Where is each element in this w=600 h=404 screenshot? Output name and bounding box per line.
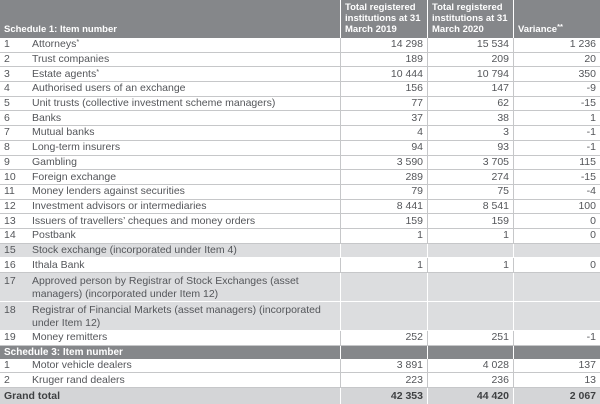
item-cell — [0, 156, 340, 170]
item-label: Motor vehicle dealers — [32, 359, 132, 372]
value-variance: 1 — [513, 111, 600, 125]
table-row — [0, 126, 600, 141]
value-2020: 93 — [427, 141, 513, 155]
footnote-marker: * — [96, 67, 100, 76]
item-label-wrap — [32, 156, 336, 169]
table-row — [0, 244, 600, 259]
item-cell — [0, 373, 340, 387]
value-variance: -15 — [513, 97, 600, 111]
value-2020: 3 705 — [427, 156, 513, 170]
value-variance: 115 — [513, 156, 600, 170]
item-label: Postbank — [32, 229, 76, 242]
empty-cell — [340, 346, 427, 359]
item-label-wrap — [32, 185, 336, 198]
item-label-wrap — [32, 126, 336, 139]
table-row — [0, 67, 600, 82]
grand-total-variance: 2 067 — [513, 388, 600, 404]
value-2019: 94 — [340, 141, 427, 155]
empty-cell — [513, 346, 600, 359]
column-header-2020 — [427, 0, 513, 38]
table-row — [0, 258, 600, 273]
item-number: 14 — [4, 229, 16, 242]
item-label: Banks — [32, 111, 62, 124]
table-row — [0, 53, 600, 68]
item-cell — [0, 38, 340, 52]
value-2019: 1 — [340, 258, 427, 272]
item-label-wrap — [32, 171, 336, 184]
item-number: 10 — [4, 170, 16, 183]
value-2020: 75 — [427, 185, 513, 199]
item-label-wrap — [32, 259, 336, 272]
value-2019: 223 — [340, 373, 427, 387]
item-number: 1 — [4, 38, 10, 51]
item-cell — [0, 53, 340, 67]
value-variance: 20 — [513, 53, 600, 67]
grand-total-2020: 44 420 — [427, 388, 513, 404]
item-number: 7 — [4, 126, 10, 139]
grand-total-label: Grand total — [4, 389, 61, 402]
item-number: 5 — [4, 97, 10, 110]
item-label-wrap — [32, 97, 336, 110]
item-label: Ithala Bank — [32, 258, 85, 271]
item-label-wrap — [32, 200, 336, 213]
item-cell — [0, 331, 340, 345]
grand-total-2019: 42 353 — [340, 388, 427, 404]
table-row — [0, 185, 600, 200]
value-2019: 1 — [340, 229, 427, 243]
value-2020: 10 794 — [427, 67, 513, 81]
column-header-variance — [513, 0, 600, 38]
item-label: Investment advisors or intermediaries — [32, 199, 207, 212]
table-row — [0, 97, 600, 112]
value-variance: 100 — [513, 200, 600, 214]
value-2019: 189 — [340, 53, 427, 67]
table-row — [0, 200, 600, 215]
grand-total-row — [0, 388, 600, 404]
value-2019: 4 — [340, 126, 427, 140]
item-label-wrap — [32, 68, 336, 81]
value-variance: 0 — [513, 214, 600, 228]
item-number: 2 — [4, 53, 10, 66]
item-cell — [0, 97, 340, 111]
value-2020: 1 — [427, 258, 513, 272]
item-number: 13 — [4, 214, 16, 227]
value-2020: 15 534 — [427, 38, 513, 52]
item-label: Money remitters — [32, 331, 108, 344]
item-number: 18 — [4, 303, 16, 316]
item-label: Attorneys — [32, 38, 77, 51]
item-number: 6 — [4, 111, 10, 124]
table-row — [0, 38, 600, 53]
footnote-marker: * — [76, 38, 80, 47]
table-row — [0, 214, 600, 229]
item-label-wrap — [32, 374, 336, 387]
item-label-wrap — [32, 229, 336, 242]
value-variance: -1 — [513, 331, 600, 345]
value-2019: 10 444 — [340, 67, 427, 81]
value-2019: 159 — [340, 214, 427, 228]
table-row — [0, 111, 600, 126]
value-variance: -15 — [513, 170, 600, 184]
item-cell — [0, 82, 340, 96]
table-row — [0, 373, 600, 388]
item-label-wrap — [32, 304, 336, 330]
table-row — [0, 273, 600, 302]
column-header-schedule1 — [0, 0, 340, 38]
item-label: Money lenders against securities — [32, 185, 185, 198]
value-variance: 0 — [513, 229, 600, 243]
value-2020: 147 — [427, 82, 513, 96]
value-2020: 38 — [427, 111, 513, 125]
value-variance — [513, 244, 600, 258]
item-label: Gambling — [32, 155, 77, 168]
item-cell — [0, 111, 340, 125]
item-cell — [0, 126, 340, 140]
item-label: Issuers of travellers’ cheques and money orders — [32, 214, 256, 227]
item-label: Kruger rand dealers — [32, 373, 125, 386]
item-label-wrap — [32, 215, 336, 228]
table-row — [0, 170, 600, 185]
schedule3-title: Schedule 3: Item number — [4, 346, 123, 358]
value-2019: 8 441 — [340, 200, 427, 214]
item-label: Stock exchange (incorporated under Item 4) — [32, 243, 237, 256]
table-row — [0, 359, 600, 374]
item-cell — [0, 214, 340, 228]
variance-label: Variance — [518, 24, 558, 35]
item-cell — [0, 67, 340, 81]
item-number: 12 — [4, 199, 16, 212]
item-number: 17 — [4, 274, 16, 287]
value-2019: 252 — [340, 331, 427, 345]
value-variance: 13 — [513, 373, 600, 387]
column-header-2020-label: Total registered institutions at 31 March 2020 — [432, 2, 508, 35]
column-header-2019 — [340, 0, 427, 38]
column-header-2019-label: Total registered institutions at 31 March 2019 — [345, 2, 421, 35]
item-number: 11 — [4, 185, 15, 198]
value-2019 — [340, 302, 427, 330]
item-label-wrap — [32, 359, 336, 372]
value-variance — [513, 273, 600, 301]
item-number: 3 — [4, 67, 10, 80]
value-2020 — [427, 273, 513, 301]
item-cell — [0, 229, 340, 243]
table-row — [0, 302, 600, 331]
item-label-wrap — [32, 112, 336, 125]
table-row — [0, 229, 600, 244]
value-2020: 62 — [427, 97, 513, 111]
item-cell — [0, 359, 340, 373]
item-label-wrap — [32, 82, 336, 95]
item-label-wrap — [32, 141, 336, 154]
value-variance: 0 — [513, 258, 600, 272]
value-2019 — [340, 273, 427, 301]
item-label: Mutual banks — [32, 126, 95, 139]
value-2019: 14 298 — [340, 38, 427, 52]
schedule1-title: Schedule 1: Item number — [4, 24, 117, 35]
item-number: 19 — [4, 331, 16, 344]
item-cell — [0, 273, 340, 301]
value-2020: 3 — [427, 126, 513, 140]
value-2019: 3 590 — [340, 156, 427, 170]
variance-footnote-marker: ** — [557, 22, 563, 31]
value-2019: 289 — [340, 170, 427, 184]
item-cell — [0, 185, 340, 199]
table-body — [0, 38, 600, 404]
value-2020: 159 — [427, 214, 513, 228]
item-number: 4 — [4, 82, 10, 95]
item-label: Approved person by Registrar of Stock Exchanges (asset managers) (incorporated under Item 12) — [32, 274, 299, 300]
table-row — [0, 82, 600, 97]
item-number: 8 — [4, 141, 10, 154]
item-label: Foreign exchange — [32, 170, 117, 183]
value-2020 — [427, 302, 513, 330]
schedule3-header-row — [0, 346, 600, 359]
value-variance: -9 — [513, 82, 600, 96]
value-2019: 79 — [340, 185, 427, 199]
item-label-wrap — [32, 275, 336, 301]
value-variance — [513, 302, 600, 330]
value-2019: 3 891 — [340, 359, 427, 373]
value-2020: 209 — [427, 53, 513, 67]
item-label-wrap — [32, 53, 336, 66]
value-2020: 236 — [427, 373, 513, 387]
value-2020: 1 — [427, 229, 513, 243]
table-row — [0, 331, 600, 346]
value-variance: -1 — [513, 141, 600, 155]
item-number: 2 — [4, 373, 10, 386]
table-header-row — [0, 0, 600, 38]
value-2020 — [427, 244, 513, 258]
value-variance: 350 — [513, 67, 600, 81]
item-number: 16 — [4, 258, 16, 271]
value-2019: 37 — [340, 111, 427, 125]
variance-header-wrap — [518, 24, 596, 35]
value-variance: 137 — [513, 359, 600, 373]
value-variance: -4 — [513, 185, 600, 199]
item-cell — [0, 170, 340, 184]
value-variance: -1 — [513, 126, 600, 140]
item-label: Authorised users of an exchange — [32, 82, 186, 95]
item-cell — [0, 141, 340, 155]
value-2020: 8 541 — [427, 200, 513, 214]
value-2020: 274 — [427, 170, 513, 184]
item-number: 15 — [4, 243, 16, 256]
item-label: Estate agents — [32, 67, 97, 80]
value-2019 — [340, 244, 427, 258]
empty-cell — [427, 346, 513, 359]
value-variance: 1 236 — [513, 38, 600, 52]
item-cell — [0, 200, 340, 214]
value-2020: 4 028 — [427, 359, 513, 373]
item-label: Unit trusts (collective investment scheme managers) — [32, 97, 276, 110]
grand-total-label-cell — [0, 388, 340, 404]
item-cell — [0, 302, 340, 330]
value-2019: 77 — [340, 97, 427, 111]
item-label: Long-term insurers — [32, 141, 121, 154]
item-number: 1 — [4, 359, 10, 372]
value-2020: 251 — [427, 331, 513, 345]
item-label-wrap — [32, 331, 336, 344]
item-number: 9 — [4, 155, 10, 168]
table-row — [0, 156, 600, 171]
item-label-wrap — [32, 38, 336, 51]
item-cell — [0, 258, 340, 272]
item-label: Registrar of Financial Markets (asset managers) (incorporated under Item 12) — [32, 303, 321, 329]
table-row — [0, 141, 600, 156]
item-cell — [0, 244, 340, 258]
value-2019: 156 — [340, 82, 427, 96]
item-label-wrap — [32, 244, 336, 257]
item-label: Trust companies — [32, 53, 110, 66]
